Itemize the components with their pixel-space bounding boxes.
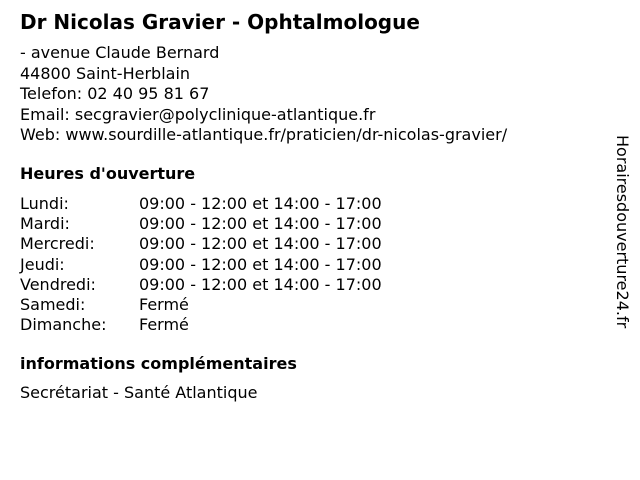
day-hours: 09:00 - 12:00 et 14:00 - 17:00 [139, 214, 382, 234]
page-title: Dr Nicolas Gravier - Ophtalmologue [20, 10, 420, 34]
day-label: Vendredi: [20, 274, 96, 294]
additional-info-text: Secrétariat - Santé Atlantique [20, 383, 258, 402]
address-street: - avenue Claude Bernard [20, 43, 220, 62]
day-label: Mardi: [20, 214, 70, 234]
site-watermark: Horairesdouverture24.fr [613, 135, 632, 329]
day-hours: 09:00 - 12:00 et 14:00 - 17:00 [139, 254, 382, 274]
opening-hours-table [20, 194, 382, 335]
hours-row-wednesday [20, 234, 382, 254]
day-label: Lundi: [20, 194, 69, 213]
day-label: Jeudi: [20, 254, 65, 274]
hours-row-thursday [20, 255, 382, 275]
phone-number: Telefon: 02 40 95 81 67 [20, 84, 210, 103]
day-label: Samedi: [20, 294, 86, 314]
opening-hours-heading: Heures d'ouverture [20, 164, 196, 183]
address-city: 44800 Saint-Herblain [20, 63, 191, 83]
website-address: Web: www.sourdille-atlantique.fr/praticien/dr-nicolas-gravier/ [20, 125, 508, 144]
day-hours: Fermé [139, 315, 189, 335]
contact-block [20, 43, 507, 146]
hours-row-tuesday [20, 214, 382, 234]
day-hours: 09:00 - 12:00 et 14:00 - 17:00 [139, 274, 382, 294]
day-hours: 09:00 - 12:00 et 14:00 - 17:00 [139, 194, 382, 213]
hours-row-saturday [20, 295, 382, 315]
day-hours: 09:00 - 12:00 et 14:00 - 17:00 [139, 234, 382, 254]
hours-row-monday [20, 194, 382, 214]
day-label: Dimanche: [20, 315, 107, 335]
email-address: Email: secgravier@polyclinique-atlantique.fr [20, 104, 376, 124]
hours-row-sunday [20, 315, 382, 335]
day-hours: Fermé [139, 294, 189, 314]
hours-row-friday [20, 275, 382, 295]
additional-info-heading: informations complémentaires [20, 354, 297, 373]
day-label: Mercredi: [20, 234, 95, 254]
